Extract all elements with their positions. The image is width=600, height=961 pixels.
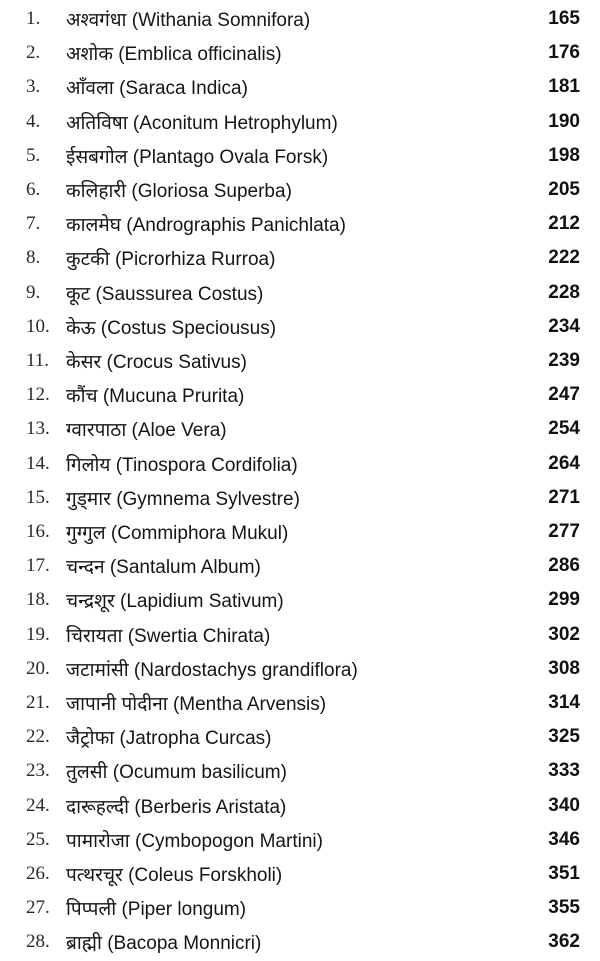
- toc-row: [0, 378, 600, 412]
- entry-number: 4.: [26, 110, 41, 132]
- entry-page-number: 302: [548, 623, 580, 645]
- entry-number: 12.: [26, 384, 50, 406]
- entry-title: गिलोय (Tinospora Cordifolia): [66, 454, 298, 476]
- toc-row: [0, 207, 600, 241]
- toc-row: [0, 720, 600, 754]
- entry-page-number: 190: [548, 110, 580, 132]
- entry-title: ग्वारपाठा (Aloe Vera): [66, 420, 227, 442]
- entry-title: पिप्पली (Piper longum): [66, 899, 247, 921]
- entry-title: पामारोजा (Cymbopogon Martini): [66, 830, 323, 852]
- toc-row: [0, 857, 600, 891]
- entry-number: 16.: [26, 521, 50, 543]
- toc-row: [0, 310, 600, 344]
- entry-title: केऊ (Costus Speciousus): [66, 317, 277, 339]
- entry-number: 1.: [26, 8, 41, 30]
- entry-number: 7.: [26, 213, 41, 235]
- entry-page-number: 333: [548, 760, 580, 782]
- toc-row: [0, 686, 600, 720]
- toc-row: [0, 789, 600, 823]
- entry-page-number: 228: [548, 281, 580, 303]
- toc-row: [0, 36, 600, 70]
- entry-title: कुटकी (Picrorhiza Rurroa): [66, 249, 276, 271]
- entry-page-number: 222: [548, 247, 580, 269]
- entry-page-number: 299: [548, 589, 580, 611]
- entry-number: 15.: [26, 486, 50, 508]
- entry-title: कूट (Saussurea Costus): [66, 283, 264, 305]
- entry-title: आँवला (Saraca Indica): [66, 78, 248, 100]
- entry-title: अशोक (Emblica officinalis): [66, 44, 282, 66]
- toc-row: [0, 515, 600, 549]
- entry-title: कौंच (Mucuna Prurita): [66, 386, 245, 408]
- toc-row: [0, 583, 600, 617]
- entry-page-number: 264: [548, 452, 580, 474]
- toc-row: [0, 173, 600, 207]
- table-of-contents: [0, 2, 600, 960]
- entry-title: ईसबगोल (Plantago Ovala Forsk): [66, 146, 329, 168]
- entry-title: पत्थरचूर (Coleus Forskholi): [66, 865, 283, 887]
- entry-number: 26.: [26, 863, 50, 885]
- entry-title: दारूहल्दी (Berberis Aristata): [66, 796, 287, 818]
- entry-page-number: 239: [548, 350, 580, 372]
- toc-row: [0, 105, 600, 139]
- entry-number: 20.: [26, 657, 50, 679]
- entry-page-number: 254: [548, 418, 580, 440]
- entry-page-number: 205: [548, 179, 580, 201]
- entry-page-number: 286: [548, 555, 580, 577]
- entry-title: जापानी पोदीना (Mentha Arvensis): [66, 694, 327, 716]
- entry-page-number: 181: [548, 76, 580, 98]
- entry-title: कलिहारी (Gloriosa Superba): [66, 181, 292, 203]
- toc-row: [0, 2, 600, 36]
- toc-row: [0, 618, 600, 652]
- entry-title: चन्द्रशूर (Lapidium Sativum): [66, 591, 284, 613]
- entry-title: जटामांसी (Nardostachys grandiflora): [66, 659, 358, 681]
- entry-page-number: 346: [548, 828, 580, 850]
- entry-number: 13.: [26, 418, 50, 440]
- entry-number: 6.: [26, 179, 41, 201]
- entry-number: 21.: [26, 692, 50, 714]
- entry-number: 23.: [26, 760, 50, 782]
- entry-page-number: 314: [548, 692, 580, 714]
- entry-page-number: 351: [548, 863, 580, 885]
- entry-page-number: 212: [548, 213, 580, 235]
- entry-title: तुलसी (Ocumum basilicum): [66, 762, 287, 784]
- toc-row: [0, 276, 600, 310]
- entry-title: केसर (Crocus Sativus): [66, 352, 247, 374]
- toc-row: [0, 447, 600, 481]
- entry-page-number: 165: [548, 8, 580, 30]
- toc-row: [0, 70, 600, 104]
- toc-row: [0, 241, 600, 275]
- entry-page-number: 325: [548, 726, 580, 748]
- entry-page-number: 340: [548, 794, 580, 816]
- entry-number: 17.: [26, 555, 50, 577]
- entry-title: अतिविषा (Aconitum Hetrophylum): [66, 112, 338, 134]
- entry-page-number: 308: [548, 657, 580, 679]
- toc-row: [0, 754, 600, 788]
- entry-number: 18.: [26, 589, 50, 611]
- entry-title: गुड्मार (Gymnema Sylvestre): [66, 488, 300, 510]
- entry-number: 14.: [26, 452, 50, 474]
- toc-row: [0, 481, 600, 515]
- entry-page-number: 247: [548, 384, 580, 406]
- toc-row: [0, 412, 600, 446]
- toc-row: [0, 925, 600, 959]
- entry-number: 10.: [26, 315, 50, 337]
- entry-number: 25.: [26, 828, 50, 850]
- entry-number: 28.: [26, 931, 50, 953]
- entry-title: गुग्गुल (Commiphora Mukul): [66, 523, 289, 545]
- entry-number: 11.: [26, 350, 50, 372]
- entry-page-number: 271: [548, 486, 580, 508]
- entry-number: 22.: [26, 726, 50, 748]
- entry-number: 2.: [26, 42, 41, 64]
- entry-page-number: 362: [548, 931, 580, 953]
- toc-row: [0, 139, 600, 173]
- entry-number: 8.: [26, 247, 41, 269]
- entry-title: जैट्रोफा (Jatropha Curcas): [66, 728, 272, 750]
- entry-title: चन्दन (Santalum Album): [66, 557, 261, 579]
- entry-page-number: 176: [548, 42, 580, 64]
- entry-number: 3.: [26, 76, 41, 98]
- entry-page-number: 277: [548, 521, 580, 543]
- entry-number: 27.: [26, 897, 50, 919]
- toc-row: [0, 891, 600, 925]
- entry-number: 24.: [26, 794, 50, 816]
- toc-row: [0, 344, 600, 378]
- entry-page-number: 234: [548, 315, 580, 337]
- entry-number: 5.: [26, 144, 41, 166]
- entry-title: अश्वगंधा (Withania Somnifora): [66, 10, 311, 32]
- entry-number: 19.: [26, 623, 50, 645]
- entry-number: 9.: [26, 281, 41, 303]
- entry-title: चिरायता (Swertia Chirata): [66, 625, 271, 647]
- toc-row: [0, 549, 600, 583]
- toc-row: [0, 652, 600, 686]
- entry-title: कालमेघ (Andrographis Panichlata): [66, 215, 346, 237]
- entry-page-number: 198: [548, 144, 580, 166]
- entry-page-number: 355: [548, 897, 580, 919]
- toc-row: [0, 823, 600, 857]
- entry-title: ब्राह्मी (Bacopa Monnicri): [66, 933, 262, 955]
